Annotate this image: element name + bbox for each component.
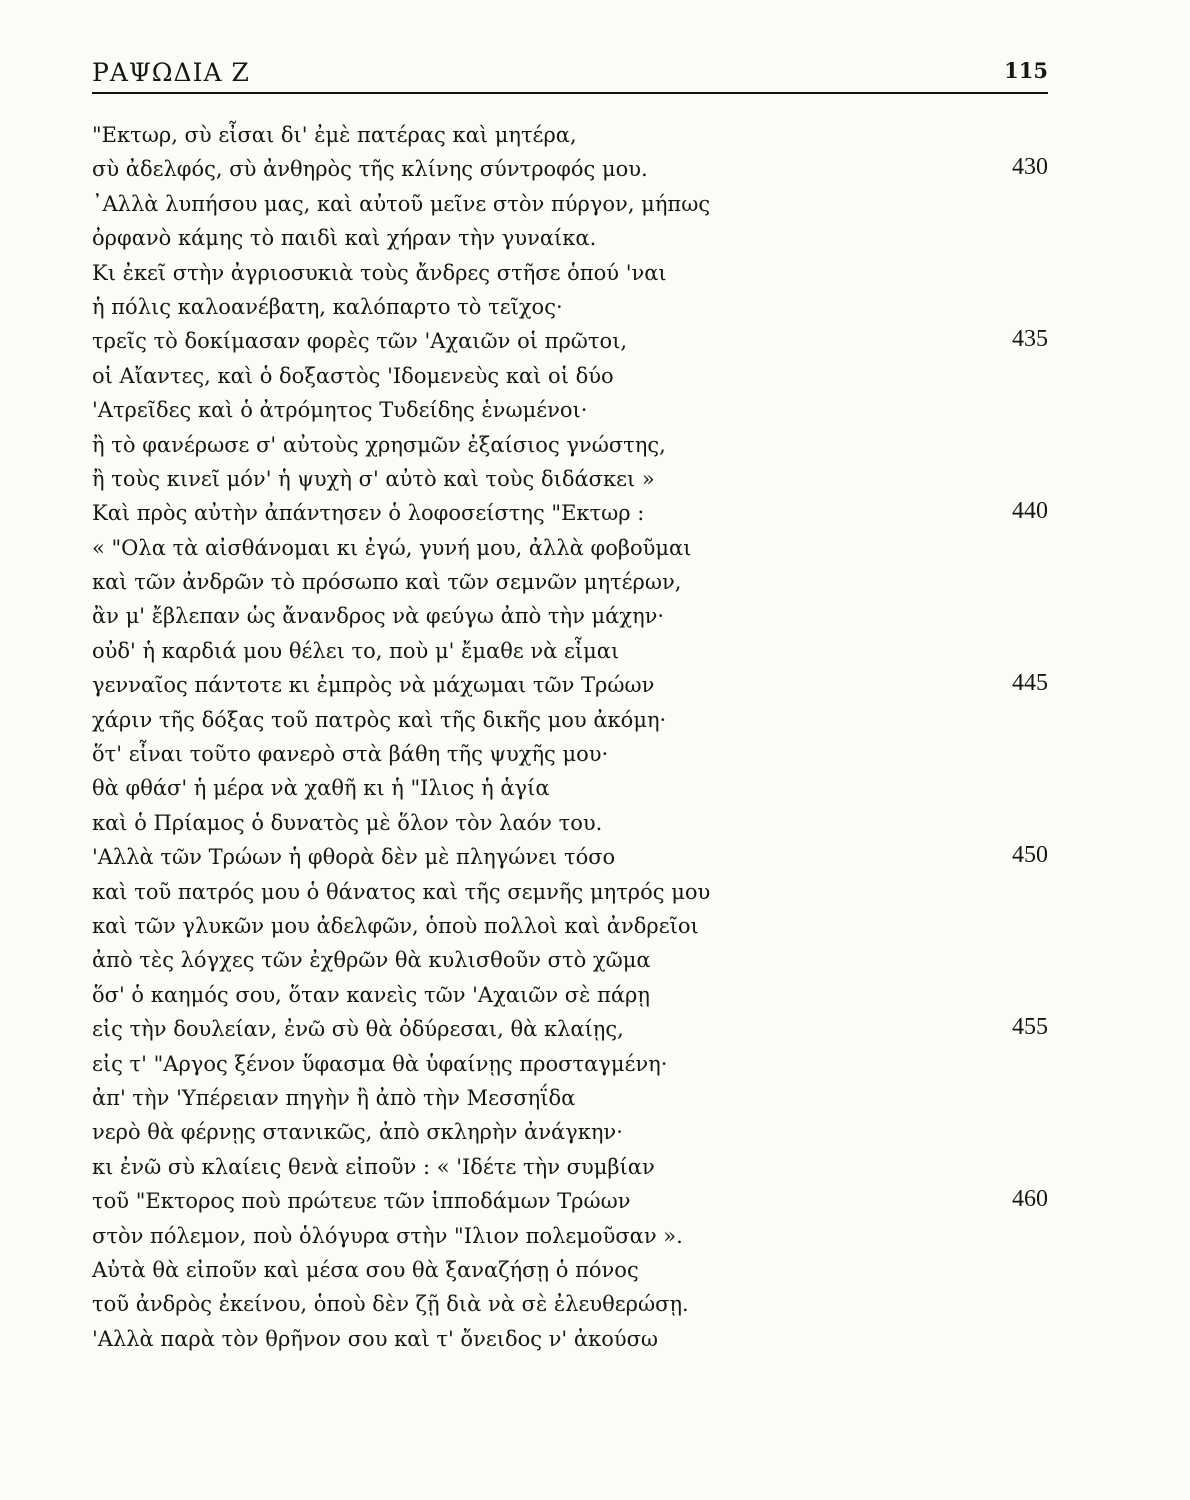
verse-text: τοῦ ἀνδρὸς ἐκείνου, ὁποὺ δὲν ζῇ διὰ νὰ σὲ ἐλευθερώσῃ. bbox=[92, 1292, 689, 1317]
verse-text: ὀρφανὸ κάμης τὸ παιδὶ καὶ χήραν τὴν γυναίκα. bbox=[92, 226, 597, 251]
running-head: ΡΑΨΩΔΙΑ Ζ bbox=[92, 58, 250, 87]
verse-text: 'Αλλὰ τῶν Τρώων ἡ φθορὰ δὲν μὲ πληγώνει τόσο bbox=[92, 845, 616, 870]
verse-line bbox=[0, 1152, 1190, 1186]
verse-number: 430 bbox=[1012, 154, 1048, 181]
verse-line bbox=[0, 361, 1190, 395]
verse-line bbox=[0, 258, 1190, 292]
verse-line bbox=[0, 1324, 1190, 1358]
verse-text: κι ἐνῶ σὺ κλαίεις θενὰ εἰποῦν : « 'Ιδέτε τὴν συμβίαν bbox=[92, 1154, 655, 1179]
verse-line bbox=[0, 705, 1190, 739]
verse-number: 445 bbox=[1012, 670, 1048, 697]
verse-text: « "Ολα τὰ αἰσθάνομαι κι ἐγώ, γυνή μου, ἀλλὰ φοβοῦμαι bbox=[92, 535, 692, 560]
verse-text: ἂν μ' ἔβλεπαν ὡς ἄνανδρος νὰ φεύγω ἀπὸ τὴν μάχην· bbox=[92, 604, 665, 629]
verse-text: εἰς τ' "Αργος ξένον ὕφασμα θὰ ὑφαίνῃς προσταγμένη· bbox=[92, 1051, 668, 1076]
verse-line bbox=[0, 1083, 1190, 1117]
verse-text: τοῦ "Εκτορος ποὺ πρώτευε τῶν ἱπποδάμων Τρώων bbox=[92, 1189, 631, 1214]
verse-text: καὶ τῶν ἀνδρῶν τὸ πρόσωπο καὶ τῶν σεμνῶν μητέρων, bbox=[92, 570, 682, 595]
verse-text: ὅτ' εἶναι τοῦτο φανερὸ στὰ βάθη τῆς ψυχῆς μου· bbox=[92, 742, 609, 767]
verse-line bbox=[0, 1014, 1190, 1048]
verse-text: ἢ τὸ φανέρωσε σ' αὐτοὺς χρησμῶν ἐξαίσιος γνώστης, bbox=[92, 432, 666, 457]
verse-line bbox=[0, 842, 1190, 876]
verse-text: 'Αλλὰ παρὰ τὸν θρῆνον σου καὶ τ' ὄνειδος ν' ἀκούσω bbox=[92, 1326, 659, 1351]
verse-text: ἢ τοὺς κινεῖ μόν' ἡ ψυχὴ σ' αὐτὸ καὶ τοὺς διδάσκει » bbox=[92, 466, 655, 491]
verse-number: 450 bbox=[1012, 842, 1048, 869]
verse-line bbox=[0, 945, 1190, 979]
verse-line bbox=[0, 189, 1190, 223]
verse-line bbox=[0, 1289, 1190, 1323]
verse-text: 'Ατρεῖδες καὶ ὁ ἀτρόμητος Τυδείδης ἑνωμένοι· bbox=[92, 398, 588, 423]
verse-line bbox=[0, 120, 1190, 154]
verse-text: ὅσ' ὁ καημός σου, ὅταν κανεὶς τῶν 'Αχαιῶν σὲ πάρῃ bbox=[92, 982, 650, 1007]
verse-text: καὶ ὁ Πρίαμος ὁ δυνατὸς μὲ ὅλον τὸν λαόν του. bbox=[92, 810, 603, 835]
verse-line bbox=[0, 739, 1190, 773]
verse-line bbox=[0, 773, 1190, 807]
verse-text: γενναῖος πάντοτε κι ἐμπρὸς νὰ μάχωμαι τῶν Τρώων bbox=[92, 673, 655, 698]
verse-text: Κι ἐκεῖ στὴν ἀγριοσυκιὰ τοὺς ἄνδρες στῆσε ὁπού 'ναι bbox=[92, 260, 667, 285]
verse-line bbox=[0, 292, 1190, 326]
verse-text: Αὐτὰ θὰ εἰποῦν καὶ μέσα σου θὰ ξαναζήσῃ ὁ πόνος bbox=[92, 1257, 639, 1282]
verse-line bbox=[0, 567, 1190, 601]
verse-line bbox=[0, 533, 1190, 567]
page-number: 115 bbox=[1004, 58, 1048, 83]
verse-number: 440 bbox=[1012, 498, 1048, 525]
verse-line bbox=[0, 670, 1190, 704]
verse-line bbox=[0, 1186, 1190, 1220]
verse-text: ἀπὸ τὲς λόγχες τῶν ἐχθρῶν θὰ κυλισθοῦν στὸ χῶμα bbox=[92, 948, 651, 973]
verse-line bbox=[0, 395, 1190, 429]
verse-line bbox=[0, 326, 1190, 360]
verse-text: σὺ ἀδελφός, σὺ ἀνθηρὸς τῆς κλίνης σύντροφός μου. bbox=[92, 157, 648, 182]
verse-text: εἰς τὴν δουλείαν, ἐνῶ σὺ θὰ ὀδύρεσαι, θὰ κλαίῃς, bbox=[92, 1017, 624, 1042]
verse-line bbox=[0, 877, 1190, 911]
verse-text: καὶ τοῦ πατρός μου ὁ θάνατος καὶ τῆς σεμνῆς μητρός μου bbox=[92, 879, 711, 904]
verse-text: Καὶ πρὸς αὐτὴν ἀπάντησεν ὁ λοφοσείστης "Εκτωρ : bbox=[92, 501, 645, 526]
verse-text: θὰ φθάσ' ἡ μέρα νὰ χαθῆ κι ἡ "Ιλιος ἡ ἁγία bbox=[92, 776, 550, 801]
verse-text: νερὸ θὰ φέρνῃς στανικῶς, ἀπὸ σκληρὴν ἀνάγκην· bbox=[92, 1120, 623, 1145]
verse-text: τρεῖς τὸ δοκίμασαν φορὲς τῶν 'Αχαιῶν οἱ πρῶτοι, bbox=[92, 329, 628, 354]
header-rule bbox=[92, 92, 1048, 94]
verse-line bbox=[0, 430, 1190, 464]
verse-line bbox=[0, 498, 1190, 532]
verse-text: ᾿Αλλὰ λυπήσου μας, καὶ αὐτοῦ μεῖνε στὸν πύργον, μήπως bbox=[92, 191, 711, 216]
verse-text: οὐδ' ἡ καρδιά μου θέλει το, ποὺ μ' ἔμαθε νὰ εἶμαι bbox=[92, 638, 620, 663]
verse-number: 435 bbox=[1012, 326, 1048, 353]
page-header bbox=[92, 58, 1048, 92]
verse-line bbox=[0, 808, 1190, 842]
verse-line bbox=[0, 154, 1190, 188]
verse-block bbox=[0, 120, 1190, 1358]
verse-line bbox=[0, 601, 1190, 635]
verse-text: καὶ τῶν γλυκῶν μου ἀδελφῶν, ὁποὺ πολλοὶ καὶ ἀνδρεῖοι bbox=[92, 913, 699, 938]
verse-line bbox=[0, 636, 1190, 670]
verse-number: 455 bbox=[1012, 1014, 1048, 1041]
verse-line bbox=[0, 1049, 1190, 1083]
verse-number: 460 bbox=[1012, 1186, 1048, 1213]
verse-line bbox=[0, 1255, 1190, 1289]
verse-text: ἀπ' τὴν 'Υπέρειαν πηγὴν ἢ ἀπὸ τὴν Μεσσηΐδα bbox=[92, 1085, 576, 1110]
verse-line bbox=[0, 911, 1190, 945]
verse-text: οἱ Αἴαντες, καὶ ὁ δοξαστὸς 'Ιδομενεὺς καὶ οἱ δύο bbox=[92, 363, 614, 388]
verse-line bbox=[0, 980, 1190, 1014]
verse-text: ἡ πόλις καλοανέβατη, καλόπαρτο τὸ τεῖχος· bbox=[92, 294, 563, 319]
verse-text: χάριν τῆς δόξας τοῦ πατρὸς καὶ τῆς δικῆς μου ἀκόμη· bbox=[92, 707, 667, 732]
verse-text: "Εκτωρ, σὺ εἶσαι δι' ἐμὲ πατέρας καὶ μητέρα, bbox=[92, 123, 577, 147]
verse-text: στὸν πόλεμον, ποὺ ὁλόγυρα στὴν "Ιλιον πολεμοῦσαν ». bbox=[92, 1223, 683, 1248]
verse-line bbox=[0, 464, 1190, 498]
verse-line bbox=[0, 1221, 1190, 1255]
verse-line bbox=[0, 1117, 1190, 1151]
verse-line bbox=[0, 223, 1190, 257]
